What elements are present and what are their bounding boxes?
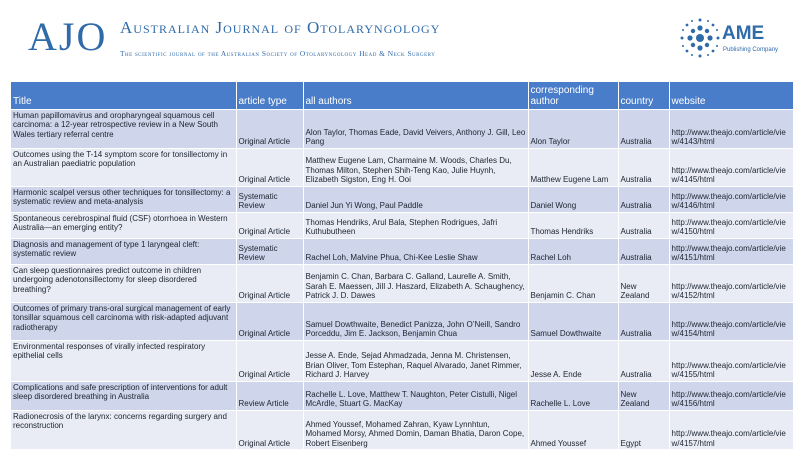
- cell-corresponding-author: Samuel Dowthwaite: [528, 302, 618, 340]
- cell-country: Australia: [618, 186, 669, 212]
- cell-authors: Thomas Hendriks, Arul Bala, Stephen Rodrigues, Jafri Kuthubutheen: [303, 212, 528, 238]
- cell-website-link[interactable]: http://www.theajo.com/article/view/4143/html: [669, 109, 793, 148]
- cell-corresponding-author: Thomas Hendriks: [528, 212, 618, 238]
- cell-country: Egypt: [618, 410, 669, 449]
- cell-article-type: Systematic Review: [236, 186, 303, 212]
- cell-title: Outcomes of primary trans-oral surgical management of early tonsillar squamous cell carcinoma with risk-adapted adjuvant radiotherapy: [11, 302, 236, 340]
- cell-title: Radionecrosis of the larynx: concerns regarding surgery and reconstruction: [11, 410, 236, 449]
- cell-corresponding-author: Matthew Eugene Lam: [528, 148, 618, 186]
- ame-dots-icon: [680, 16, 720, 60]
- ame-logo: [680, 16, 790, 66]
- column-header-website: website: [669, 82, 793, 109]
- cell-authors: Matthew Eugene Lam, Charmaine M. Woods, Charles Du, Thomas Milton, Stephen Shih-Teng Kao, Julie Huynh, Elizabeth Sigston, Eng H. Ooi: [303, 148, 528, 186]
- cell-country: New Zealand: [618, 264, 669, 302]
- cell-corresponding-author: Rachelle L. Love: [528, 381, 618, 410]
- cell-website-link[interactable]: http://www.theajo.com/article/view/4155/html: [669, 340, 793, 381]
- cell-authors: Alon Taylor, Thomas Eade, David Veivers, Anthony J. Gill, Leo Pang: [303, 109, 528, 148]
- column-header-title: Title: [11, 82, 236, 109]
- cell-corresponding-author: Rachel Loh: [528, 238, 618, 264]
- column-header-country: country: [618, 82, 669, 109]
- cell-title: Outcomes using the T-14 symptom score for tonsillectomy in an Australian paediatric population: [11, 148, 236, 186]
- cell-authors: Benjamin C. Chan, Barbara C. Galland, Laurelle A. Smith, Sarah E. Maessen, Jill J. Haszard, Elizabeth A. Schaughency, Patrick J. D. Dawes: [303, 264, 528, 302]
- table-row: [11, 302, 793, 340]
- cell-country: Australia: [618, 340, 669, 381]
- cell-authors: Daniel Jun Yi Wong, Paul Paddle: [303, 186, 528, 212]
- cell-authors: Rachel Loh, Malvine Phua, Chi-Kee Leslie Shaw: [303, 238, 528, 264]
- cell-corresponding-author: Jesse A. Ende: [528, 340, 618, 381]
- cell-article-type: Review Article: [236, 381, 303, 410]
- cell-title: Spontaneous cerebrospinal fluid (CSF) otorrhoea in Western Australia—an emerging entity?: [11, 212, 236, 238]
- cell-article-type: Original Article: [236, 148, 303, 186]
- cell-country: Australia: [618, 238, 669, 264]
- cell-title: Human papillomavirus and oropharyngeal squamous cell carcinoma: a 12-year retrospective review in a New South Wales tertiary referral centre: [11, 109, 236, 148]
- cell-title: Environmental responses of virally infected respiratory epithelial cells: [11, 340, 236, 381]
- cell-article-type: Original Article: [236, 410, 303, 449]
- cell-country: New Zealand: [618, 381, 669, 410]
- cell-website-link[interactable]: http://www.theajo.com/article/view/4157/html: [669, 410, 793, 449]
- cell-country: Australia: [618, 212, 669, 238]
- cell-authors: Rachelle L. Love, Matthew T. Naughton, Peter Cistulli, Nigel McArdle, Stuart G. MacKay: [303, 381, 528, 410]
- cell-country: Australia: [618, 109, 669, 148]
- cell-title: Harmonic scalpel versus other techniques for tonsillectomy: a systematic review and meta-analysis: [11, 186, 236, 212]
- cell-authors: Jesse A. Ende, Sejad Ahmadzada, Jenna M. Christensen, Brian Oliver, Tom Estephan, Raquel Alvarado, Janet Rimmer, Richard J. Harvey: [303, 340, 528, 381]
- ajo-logo: AJO: [28, 14, 108, 59]
- publisher-name: AME: [722, 23, 765, 44]
- cell-website-link[interactable]: http://www.theajo.com/article/view/4156/html: [669, 381, 793, 410]
- journal-title: Australian Journal of Otolaryngology: [120, 18, 441, 37]
- table-header-row: [11, 82, 793, 109]
- cell-country: Australia: [618, 302, 669, 340]
- column-header-corresponding-author: corresponding author: [528, 82, 618, 109]
- page-header: [0, 0, 800, 82]
- table-row: [11, 148, 793, 186]
- cell-corresponding-author: Daniel Wong: [528, 186, 618, 212]
- table-row: [11, 109, 793, 148]
- cell-website-link[interactable]: http://www.theajo.com/article/view/4151/html: [669, 238, 793, 264]
- cell-corresponding-author: Alon Taylor: [528, 109, 618, 148]
- cell-article-type: Original Article: [236, 340, 303, 381]
- table-row: [11, 381, 793, 410]
- cell-corresponding-author: Ahmed Youssef: [528, 410, 618, 449]
- cell-article-type: Systematic Review: [236, 238, 303, 264]
- table-row: [11, 410, 793, 449]
- cell-title: Complications and safe prescription of interventions for adult sleep disordered breathing in Australia: [11, 381, 236, 410]
- cell-website-link[interactable]: http://www.theajo.com/article/view/4154/html: [669, 302, 793, 340]
- publisher-subtitle: Publishing Company: [723, 47, 779, 53]
- cell-article-type: Original Article: [236, 212, 303, 238]
- column-header-article-type: article type: [236, 82, 303, 109]
- cell-article-type: Original Article: [236, 264, 303, 302]
- cell-website-link[interactable]: http://www.theajo.com/article/view/4145/html: [669, 148, 793, 186]
- table-row: [11, 340, 793, 381]
- cell-website-link[interactable]: http://www.theajo.com/article/view/4150/html: [669, 212, 793, 238]
- cell-authors: Ahmed Youssef, Mohamed Zahran, Kyaw Lynnhtun, Mohamed Morsy, Ahmed Domin, Daman Bhatia, Daron Cope, Robert Eisenberg: [303, 410, 528, 449]
- cell-website-link[interactable]: http://www.theajo.com/article/view/4146/html: [669, 186, 793, 212]
- cell-website-link[interactable]: http://www.theajo.com/article/view/4152/html: [669, 264, 793, 302]
- cell-title: Can sleep questionnaires predict outcome in children undergoing adenotonsillectomy for sleep disordered breathing?: [11, 264, 236, 302]
- cell-article-type: Original Article: [236, 109, 303, 148]
- journal-subtitle: The scientific journal of the Australian Society of Otolaryngology Head & Neck Surgery: [120, 49, 436, 58]
- column-header-all-authors: all authors: [303, 82, 528, 109]
- cell-authors: Samuel Dowthwaite, Benedict Panizza, John O’Neill, Sandro Porceddu, Jim E. Jackson, Benjamin Chua: [303, 302, 528, 340]
- articles-table: [11, 82, 794, 449]
- cell-article-type: Original Article: [236, 302, 303, 340]
- articles-table-container: [11, 82, 793, 449]
- cell-corresponding-author: Benjamin C. Chan: [528, 264, 618, 302]
- table-row: [11, 186, 793, 212]
- table-row: [11, 238, 793, 264]
- table-row: [11, 264, 793, 302]
- table-row: [11, 212, 793, 238]
- cell-country: Australia: [618, 148, 669, 186]
- cell-title: Diagnosis and management of type 1 laryngeal cleft: systematic review: [11, 238, 236, 264]
